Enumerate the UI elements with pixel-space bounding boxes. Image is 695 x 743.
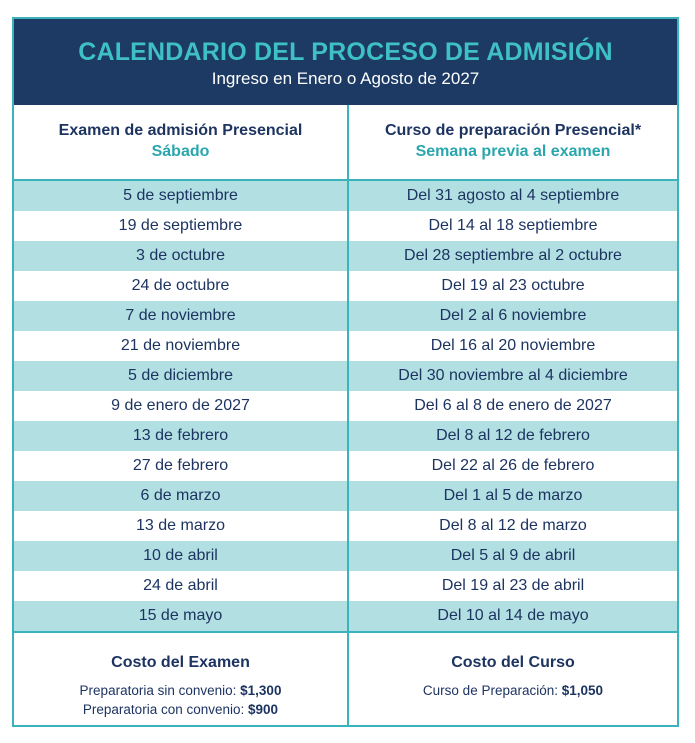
exam-date: 21 de noviembre <box>120 337 241 354</box>
column-header-exam <box>14 105 347 181</box>
table-row <box>14 451 677 481</box>
table-row <box>14 331 677 361</box>
exam-date: 10 de abril <box>143 547 218 564</box>
table-row <box>14 391 677 421</box>
exam-cost-amount: $900 <box>248 702 279 717</box>
table-row <box>14 181 677 211</box>
course-dates: Del 10 al 14 de mayo <box>437 607 589 624</box>
course-dates: Del 19 al 23 octubre <box>441 277 585 294</box>
divider <box>14 631 677 633</box>
exam-date: 7 de noviembre <box>125 307 236 324</box>
exam-cost-amount: $1,300 <box>240 683 282 698</box>
exam-date: 15 de mayo <box>138 607 223 624</box>
exam-cost-title: Costo del Examen <box>111 654 250 671</box>
course-dates: Del 8 al 12 de marzo <box>439 517 587 534</box>
exam-date: 9 de enero de 2027 <box>111 397 250 414</box>
table-row <box>14 241 677 271</box>
course-dates: Del 6 al 8 de enero de 2027 <box>414 397 612 414</box>
table-row <box>14 571 677 601</box>
exam-date: 6 de marzo <box>140 487 221 504</box>
course-dates: Del 5 al 9 de abril <box>450 547 576 564</box>
table-row <box>14 361 677 391</box>
table-row <box>14 301 677 331</box>
table-row <box>14 541 677 571</box>
exam-cost-line <box>14 702 347 717</box>
column-header-course-subtitle: Semana previa al examen <box>415 143 611 160</box>
exam-date: 13 de febrero <box>132 427 229 444</box>
table-row <box>14 481 677 511</box>
course-cost <box>349 642 677 727</box>
course-dates: Del 19 al 23 de abril <box>441 577 585 594</box>
course-dates: Del 14 al 18 septiembre <box>428 217 598 234</box>
exam-cost-label: Preparatoria con convenio: <box>82 702 245 717</box>
table-row <box>14 211 677 241</box>
admission-calendar-table <box>12 17 679 727</box>
column-header-exam-subtitle: Sábado <box>151 143 210 160</box>
course-dates: Del 30 noviembre al 4 diciembre <box>398 367 628 384</box>
exam-cost <box>14 642 347 727</box>
exam-date: 27 de febrero <box>132 457 229 474</box>
column-divider <box>347 105 349 727</box>
course-dates: Del 1 al 5 de marzo <box>443 487 583 504</box>
exam-cost-line <box>14 683 347 698</box>
column-header-course-title: Curso de preparación Presencial* <box>384 122 642 139</box>
course-cost-label: Curso de Preparación: <box>422 683 558 698</box>
exam-date: 19 de septiembre <box>118 217 243 234</box>
table-row <box>14 421 677 451</box>
page-title: CALENDARIO DEL PROCESO DE ADMISIÓN <box>78 38 613 66</box>
table-row <box>14 511 677 541</box>
table-header <box>14 19 677 105</box>
exam-date: 3 de octubre <box>136 247 225 264</box>
table-row <box>14 271 677 301</box>
exam-date: 24 de abril <box>143 577 218 594</box>
page-subtitle: Ingreso en Enero o Agosto de 2027 <box>211 69 480 88</box>
exam-date: 13 de marzo <box>136 517 225 534</box>
column-header-course <box>349 105 677 181</box>
course-dates: Del 2 al 6 noviembre <box>439 307 587 324</box>
course-dates: Del 22 al 26 de febrero <box>431 457 595 474</box>
exam-date: 5 de diciembre <box>128 367 233 384</box>
cost-section <box>14 642 677 727</box>
course-dates: Del 31 agosto al 4 septiembre <box>406 187 620 204</box>
course-dates: Del 16 al 20 noviembre <box>430 337 596 354</box>
table-row <box>14 601 677 631</box>
course-cost-line <box>349 683 677 698</box>
exam-date: 5 de septiembre <box>123 187 238 204</box>
course-cost-amount: $1,050 <box>561 683 604 698</box>
course-dates: Del 28 septiembre al 2 octubre <box>404 247 622 264</box>
exam-cost-label: Preparatoria sin convenio: <box>79 683 237 698</box>
course-dates: Del 8 al 12 de febrero <box>436 427 590 444</box>
exam-date: 24 de octubre <box>131 277 230 294</box>
column-headers <box>14 105 677 181</box>
course-cost-title: Costo del Curso <box>451 654 575 671</box>
column-header-exam-title: Examen de admisión Presencial <box>58 122 303 139</box>
